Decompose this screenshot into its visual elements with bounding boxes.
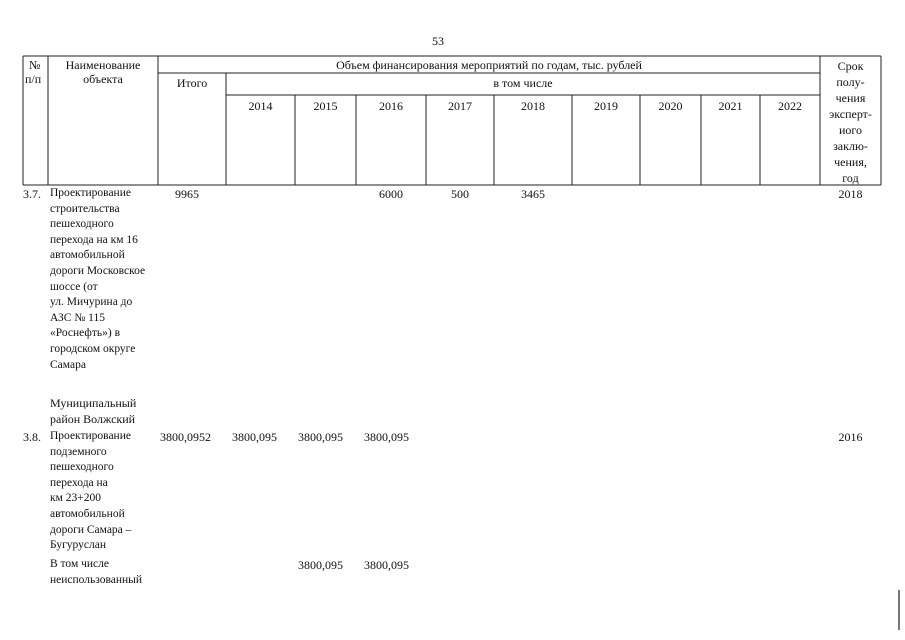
- header-deadline-l1: Срок: [837, 59, 864, 73]
- header-deadline-l6: заклю-: [833, 139, 868, 153]
- row-3-8-2015: 3800,095: [298, 430, 343, 444]
- row-3-8-deadline: 2016: [838, 430, 863, 444]
- header-year-2020: 2020: [658, 99, 683, 113]
- row-3-7-2016: 6000: [379, 187, 403, 201]
- header-deadline-l5: иого: [838, 123, 863, 137]
- sub-row-name: В том числе неиспользованный: [50, 558, 143, 586]
- row-3-7-deadline: 2018: [838, 187, 863, 201]
- header-year-2016: 2016: [379, 99, 403, 113]
- header-year-2022: 2022: [778, 99, 802, 113]
- header-deadline-l7: чения,: [834, 155, 867, 169]
- header-deadline-l3: чения: [835, 91, 866, 105]
- sub-row-2015: 3800,095: [298, 558, 343, 572]
- header-year-2015: 2015: [313, 99, 338, 113]
- page-edge-mark: [898, 590, 900, 630]
- header-name-line1: Наименование: [65, 58, 141, 72]
- district-line2: район Волжский: [50, 412, 136, 426]
- header-year-2021: 2021: [718, 99, 743, 113]
- header-deadline-l8: год: [842, 171, 859, 185]
- sub-row-2016: 3800,095: [364, 558, 409, 572]
- row-3-7-name: Проектирование строительства пешеходного перехода на км 16 автомобильной дороги Московское шоссе (от ул. Мичурина до АЗС № 115 «Роснефть») в городском округе Самара: [50, 187, 146, 371]
- header-name-line2: объекта: [83, 72, 123, 86]
- header-year-2014: 2014: [248, 99, 273, 113]
- header-num-line1: №: [29, 58, 41, 72]
- header-year-2017: 2017: [448, 99, 472, 113]
- row-3-8-name: Проектирование подземного пешеходного перехода на км 23+200 автомобильной дороги Самара – Бугуруслан: [50, 430, 132, 552]
- header-including: в том числе: [493, 76, 553, 90]
- row-3-7-num: 3.7.: [23, 187, 41, 201]
- row-3-8-2016: 3800,095: [364, 430, 409, 444]
- header-total: Итого: [176, 76, 208, 90]
- header-funding-title: Объем финансирования мероприятий по годам, тыс. рублей: [336, 58, 642, 72]
- row-3-8-total: 3800,0952: [160, 430, 211, 444]
- header-year-2018: 2018: [521, 99, 545, 113]
- row-3-8-2014: 3800,095: [232, 430, 277, 444]
- header-deadline-l2: полу-: [836, 75, 865, 89]
- header-year-2019: 2019: [594, 99, 618, 113]
- header-deadline-l4: эксперт-: [829, 107, 872, 121]
- row-3-7-2018: 3465: [521, 187, 545, 201]
- row-3-7-total: 9965: [175, 187, 199, 201]
- district-line1: Муниципальный: [50, 396, 137, 410]
- row-3-8-num: 3.8.: [23, 430, 41, 444]
- page-number: 53: [432, 34, 444, 48]
- header-num-line2: п/п: [25, 72, 42, 86]
- row-3-7-2017: 500: [451, 187, 469, 201]
